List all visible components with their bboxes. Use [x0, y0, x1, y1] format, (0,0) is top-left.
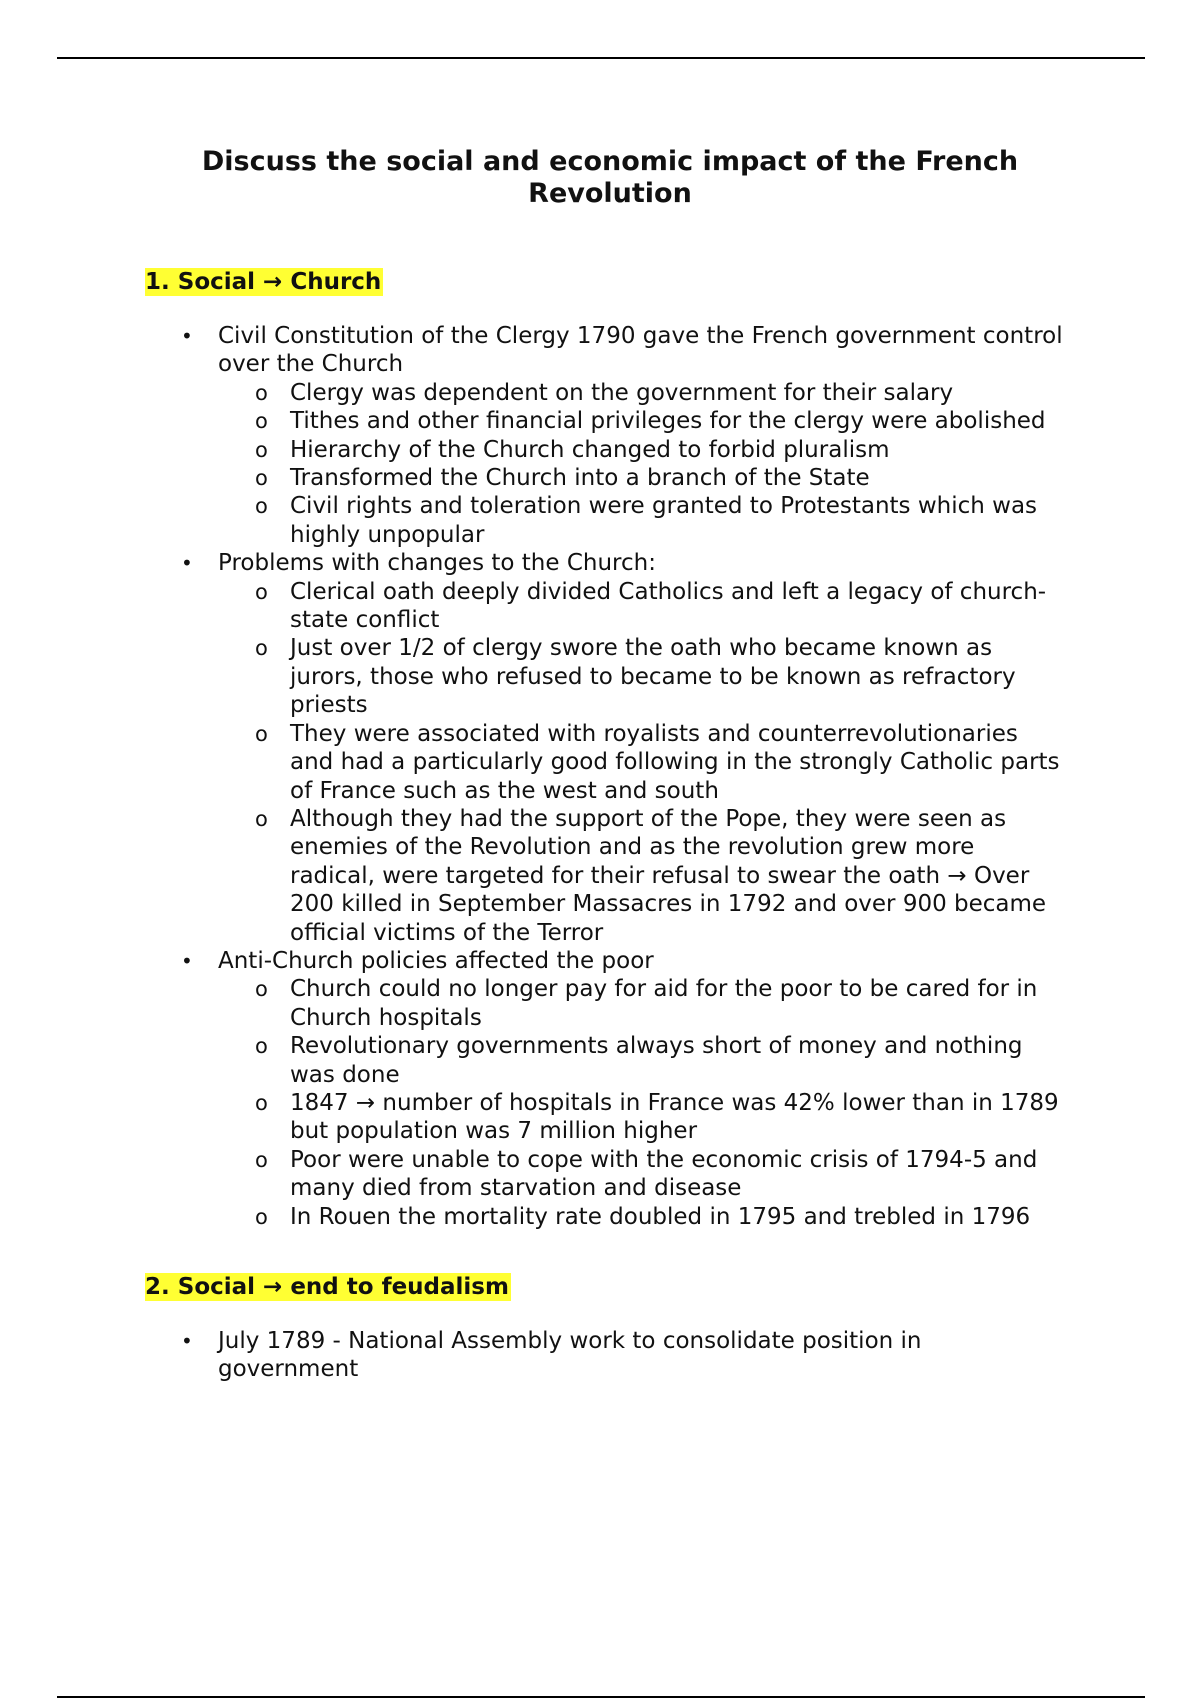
sub-list-item: [145, 634, 1065, 719]
sub-bullet-icon: o: [255, 806, 268, 831]
list-item-text: July 1789 - National Assembly work to consolidate position in government: [218, 1328, 922, 1383]
sub-list-item: [145, 1032, 1065, 1089]
sub-bullet-icon: o: [255, 1204, 268, 1229]
sub-item-text: In Rouen the mortality rate doubled in 1795 and trebled in 1796: [290, 1203, 1031, 1230]
sub-item-text: Revolutionary governments always short of money and nothing was done: [290, 1033, 1023, 1088]
sub-bullet-icon: o: [255, 1034, 268, 1059]
sub-bullet-icon: o: [255, 380, 268, 405]
page-content: [145, 146, 1065, 1384]
sub-list-item: [145, 492, 1065, 549]
section-social-church: [145, 210, 1065, 1231]
sub-item-text: Clerical oath deeply divided Catholics and left a legacy of church-state conflict: [290, 578, 1047, 634]
list-item-text: Civil Constitution of the Clergy 1790 gave the French government control over the Church: [218, 323, 1063, 378]
section-heading: 1. Social → Church: [145, 269, 382, 295]
sub-list-item: [145, 1203, 1065, 1231]
list-item: [145, 549, 1065, 947]
sub-item-text: Poor were unable to cope with the economic crisis of 1794-5 and many died from starvation and disease: [290, 1146, 1038, 1202]
bullet-list: [145, 1327, 1065, 1384]
sub-bullet-icon: o: [255, 579, 268, 604]
list-item-text: Problems with changes to the Church:: [218, 550, 656, 577]
sub-item-text: Clergy was dependent on the government for their salary: [290, 379, 954, 406]
sub-list-item: [145, 720, 1065, 805]
sub-bullet-icon: o: [255, 1090, 268, 1115]
sub-item-text: Just over 1/2 of clergy swore the oath who became known as jurors, those who refused to became to be known as refractory priests: [290, 635, 1016, 719]
section-heading: 2. Social → end to feudalism: [145, 1274, 509, 1300]
list-item-text: Anti-Church policies affected the poor: [218, 947, 654, 974]
sub-item-text: 1847 → number of hospitals in France was 42% lower than in 1789 but population was 7 million higher: [290, 1089, 1059, 1145]
bullet-list: [145, 322, 1065, 1231]
sub-item-text: Tithes and other financial privileges for the clergy were abolished: [290, 408, 1046, 435]
bullet-icon: •: [181, 324, 193, 348]
sub-list-item: [145, 578, 1065, 635]
sub-bullet-icon: o: [255, 977, 268, 1002]
bullet-icon: •: [181, 948, 193, 973]
sub-bullet-icon: o: [255, 466, 268, 491]
sub-bullet-icon: o: [255, 494, 268, 519]
sub-item-text: Hierarchy of the Church changed to forbid pluralism: [290, 436, 890, 463]
sub-list-item: [145, 436, 1065, 464]
list-item: [145, 1327, 1065, 1384]
sub-list: [218, 578, 1065, 947]
sub-list-item: [145, 379, 1065, 407]
sub-list-item: [145, 1146, 1065, 1203]
sub-item-text: Although they had the support of the Pope, they were seen as enemies of the Revolution and as the revolution grew more radical, were targeted for their refusal to swear the oath → Over 200 killed in September Massacres in 1792 and over 900 became official victims of the Terror: [290, 805, 1047, 946]
sub-list-item: [145, 975, 1065, 1032]
sub-bullet-icon: o: [255, 636, 268, 661]
bullet-icon: •: [181, 1329, 193, 1353]
section-social-feudalism: [145, 1231, 1065, 1384]
bottom-rule: [57, 1696, 1145, 1698]
sub-bullet-icon: o: [255, 721, 268, 746]
sub-item-text: Civil rights and toleration were granted to Protestants which was highly unpopular: [290, 493, 1038, 548]
top-rule: [57, 57, 1145, 59]
sub-bullet-icon: o: [255, 1147, 268, 1172]
sub-bullet-icon: o: [255, 409, 268, 434]
title-line-2: Revolution: [528, 178, 692, 209]
sub-list-item: [145, 805, 1065, 947]
sub-bullet-icon: o: [255, 437, 268, 462]
sub-list-item: [145, 1089, 1065, 1146]
title-line-1: Discuss the social and economic impact of the French: [201, 146, 1019, 177]
sub-item-text: Transformed the Church into a branch of the State: [290, 465, 870, 492]
document-title: [145, 146, 1065, 210]
sub-list-item: [145, 464, 1065, 492]
sub-list: [218, 975, 1065, 1231]
list-item: [145, 947, 1065, 1231]
sub-list: [218, 379, 1065, 549]
bullet-icon: •: [181, 551, 193, 576]
list-item: [145, 322, 1065, 549]
sub-list-item: [145, 407, 1065, 435]
sub-item-text: Church could no longer pay for aid for the poor to be cared for in Church hospitals: [290, 976, 1038, 1031]
sub-item-text: They were associated with royalists and counterrevolutionaries and had a particularly good following in the strongly Catholic parts of France such as the west and south: [290, 720, 1060, 804]
